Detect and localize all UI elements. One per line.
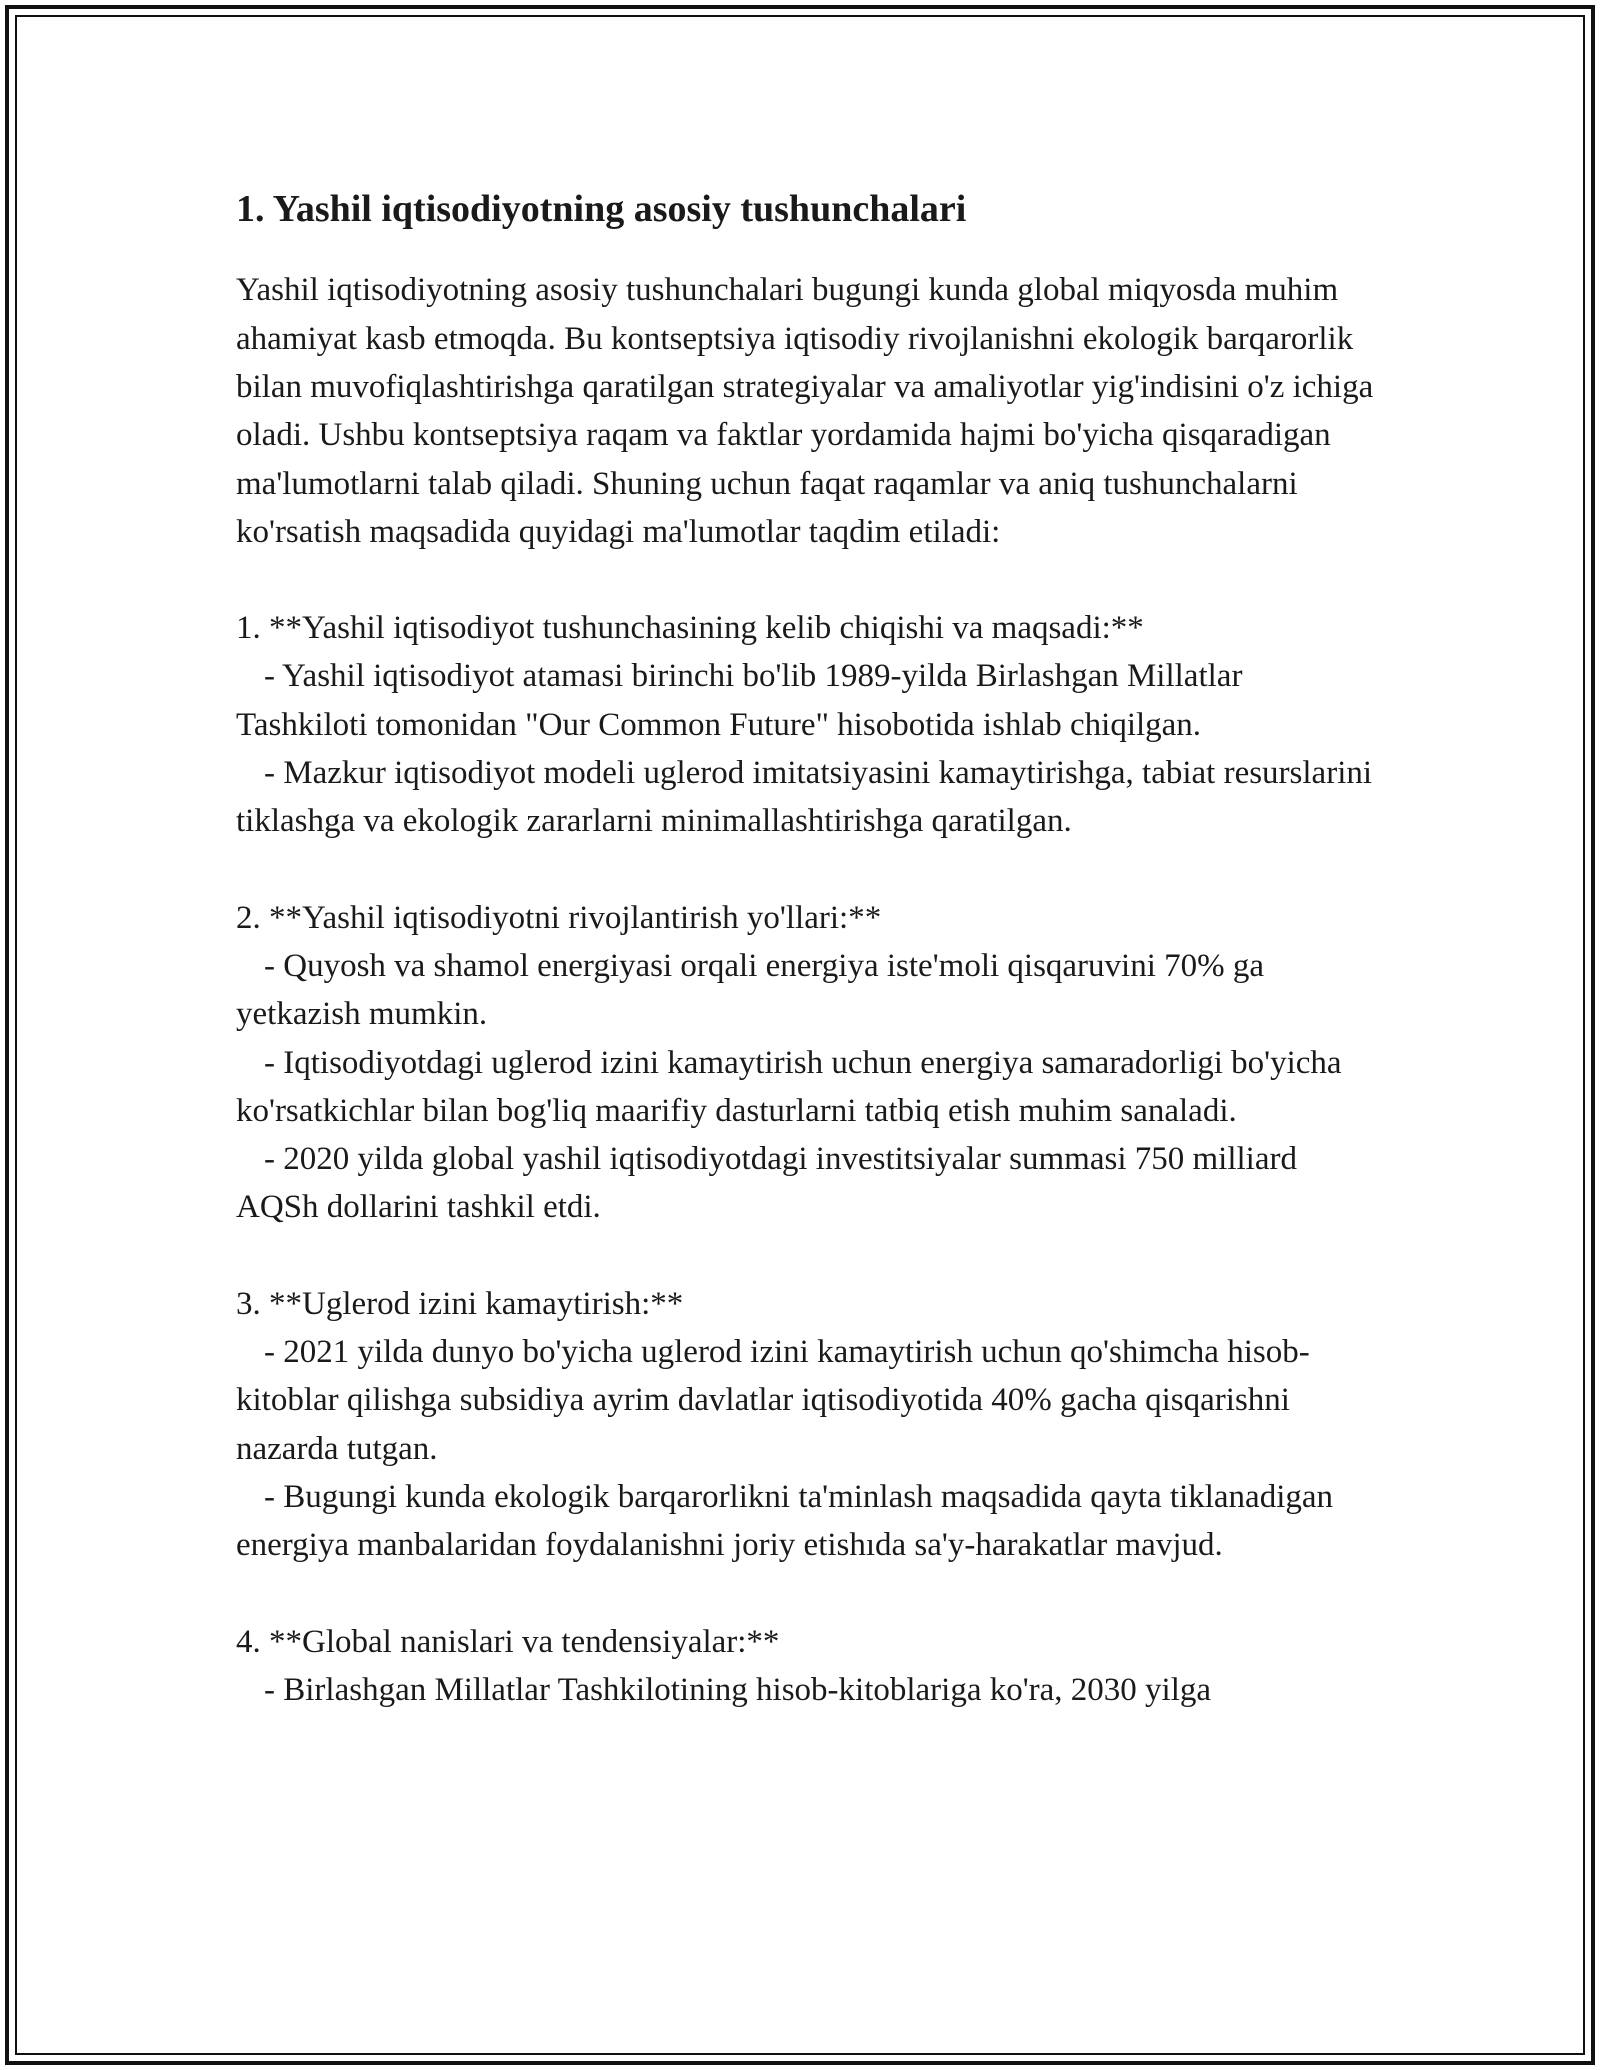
section-heading: 1. Yashil iqtisodiyotning asosiy tushunchalari bbox=[236, 188, 967, 230]
section-3 bbox=[236, 1280, 1376, 1570]
section-1 bbox=[236, 604, 1376, 845]
bullet-item: - 2020 yilda global yashil iqtisodiyotdagi investitsiyalar summasi 750 milliard AQSh dollarini tashkil etdi. bbox=[236, 1141, 1297, 1226]
section-title: 4. **Global nanislari va tendensiyalar:** bbox=[236, 1623, 780, 1660]
bullet-item: - Quyosh va shamol energiyasi orqali energiya iste'moli qisqaruvini 70% ga yetkazish mumkin. bbox=[236, 947, 1265, 1033]
section-title: 1. **Yashil iqtisodiyot tushunchasining kelib chiqishi va maqsadi:** bbox=[236, 610, 1144, 647]
intro-paragraph: Yashil iqtisodiyotning asosiy tushunchalari bugungi kunda global miqyosda muhim ahamiyat kasb etmoqda. Bu kontseptsiya iqtisodiy rivojlanishni ekologik barqarorlik bilan muvofiqlashtirishga qaratilgan strategiyalar va amaliyotlar yig'indisini o'z ichiga oladi. Ushbu kontseptsiya raqam va faktlar yordamida hajmi bo'yicha qisqaradigan ma'lumotlarni talab qiladi. Shuning uchun faqat raqamlar va aniq tushunchalarni ko'rsatish maqsadida quyidagi ma'lumotlar taqdim etiladi: bbox=[236, 272, 1374, 550]
section-2 bbox=[236, 894, 1376, 1232]
bullet-item: - Yashil iqtisodiyot atamasi birinchi bo'lib 1989-yilda Birlashgan Millatlar Tashkiloti tomonidan "Our Common Future" hisobotida ishlab chiqilgan. bbox=[236, 658, 1243, 743]
bullet-item: - Mazkur iqtisodiyot modeli uglerod imitatsiyasini kamaytirishga, tabiat resurslarini tiklashga va ekologik zararlarni minimallashtirishga qaratilgan. bbox=[236, 755, 1373, 840]
bullet-item: - Birlashgan Millatlar Tashkilotining hisob-kitoblariga ko'ra, 2030 yilga bbox=[264, 1671, 1212, 1708]
bullet-item: - Bugungi kunda ekologik barqarorlikni ta'minlash maqsadida qayta tiklanadigan energiya manbalaridan foydalanishni joriy etishıda sa'y-harakatlar mavjud. bbox=[236, 1478, 1334, 1564]
bullet-item: - Iqtisodiyotdagi uglerod izini kamaytirish uchun energiya samaradorligi bo'yicha ko'rsatkichlar bilan bog'liq maarifiy dasturlarni tatbiq etish muhim sanaladi. bbox=[236, 1044, 1342, 1129]
section-title: 2. **Yashil iqtisodiyotni rivojlantirish yo'llari:** bbox=[236, 899, 882, 936]
section-title: 3. **Uglerod izini kamaytirish:** bbox=[236, 1285, 684, 1322]
document-body bbox=[236, 185, 1376, 1714]
section-4 bbox=[236, 1618, 1376, 1715]
bullet-item: - 2021 yilda dunyo bo'yicha uglerod izini kamaytirish uchun qo'shimcha hisob-kitoblar qilishga subsidiya ayrim davlatlar iqtisodiyotida 40% gacha qisqarishni nazarda tutgan. bbox=[236, 1334, 1310, 1467]
